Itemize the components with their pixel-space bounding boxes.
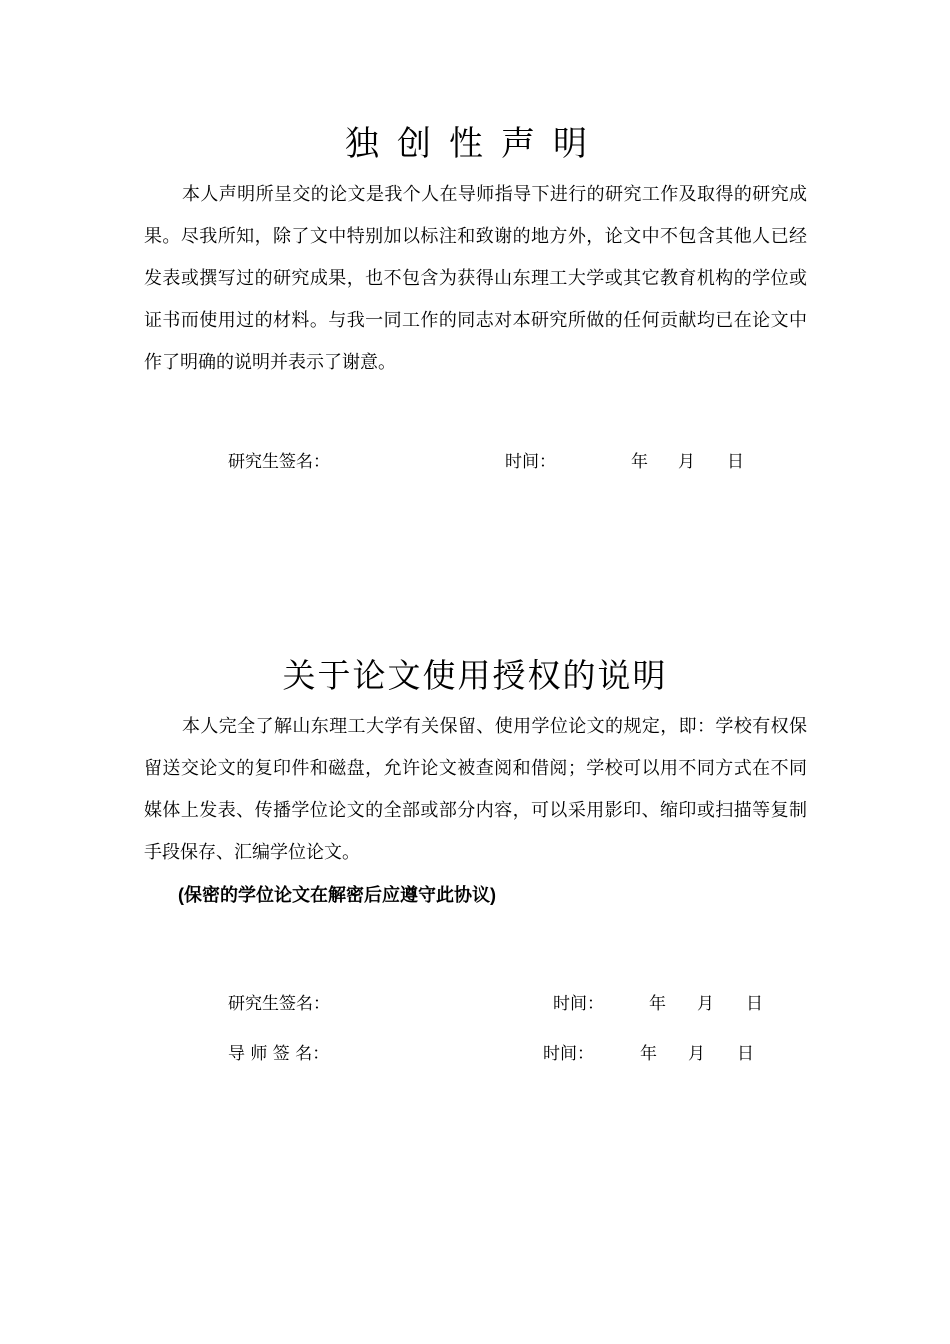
authorization-student-signature-label: 研究生签名：: [228, 994, 330, 1014]
authorization-student-month-label: 月: [697, 994, 714, 1014]
declaration-year-label: 年: [631, 452, 648, 472]
declaration-body: 本人声明所呈交的论文是我个人在导师指导下进行的研究工作及取得的研究成果。尽我所知，除了文中特别加以标注和致谢的地方外，论文中不包含其他人已经发表或撰写过的研究成果，也不包含为获得山东理工大学或其它教育机构的学位或证书而使用过的材料。与我一同工作的同志对本研究所做的任何贡献均已在论文中作了明确的说明并表示了谢意。: [144, 184, 807, 373]
authorization-supervisor-time-label: 时间：: [543, 1044, 594, 1064]
declaration-day-label: 日: [727, 452, 744, 472]
authorization-student-time-label: 时间：: [553, 994, 604, 1014]
authorization-supervisor-month-label: 月: [688, 1044, 705, 1064]
declaration-month-label: 月: [678, 452, 695, 472]
authorization-supervisor-day-label: 日: [737, 1044, 754, 1064]
declaration-student-signature-label: 研究生签名：: [228, 452, 330, 472]
authorization-student-day-label: 日: [746, 994, 763, 1014]
declaration-title: 独创性声明: [345, 124, 605, 164]
declaration-time-label: 时间：: [505, 452, 556, 472]
authorization-student-year-label: 年: [649, 994, 666, 1014]
confidential-note: (保密的学位论文在解密后应遵守此协议): [178, 885, 496, 905]
authorization-body: 本人完全了解山东理工大学有关保留、使用学位论文的规定，即：学校有权保留送交论文的复印件和磁盘，允许论文被查阅和借阅；学校可以用不同方式在不同媒体上发表、传播学位论文的全部或部分内容，可以采用影印、缩印或扫描等复制手段保存、汇编学位论文。: [144, 716, 807, 863]
authorization-supervisor-signature-label: 导 师 签 名：: [228, 1044, 330, 1064]
authorization-title: 关于论文使用授权的说明: [282, 656, 668, 695]
authorization-supervisor-year-label: 年: [640, 1044, 657, 1064]
